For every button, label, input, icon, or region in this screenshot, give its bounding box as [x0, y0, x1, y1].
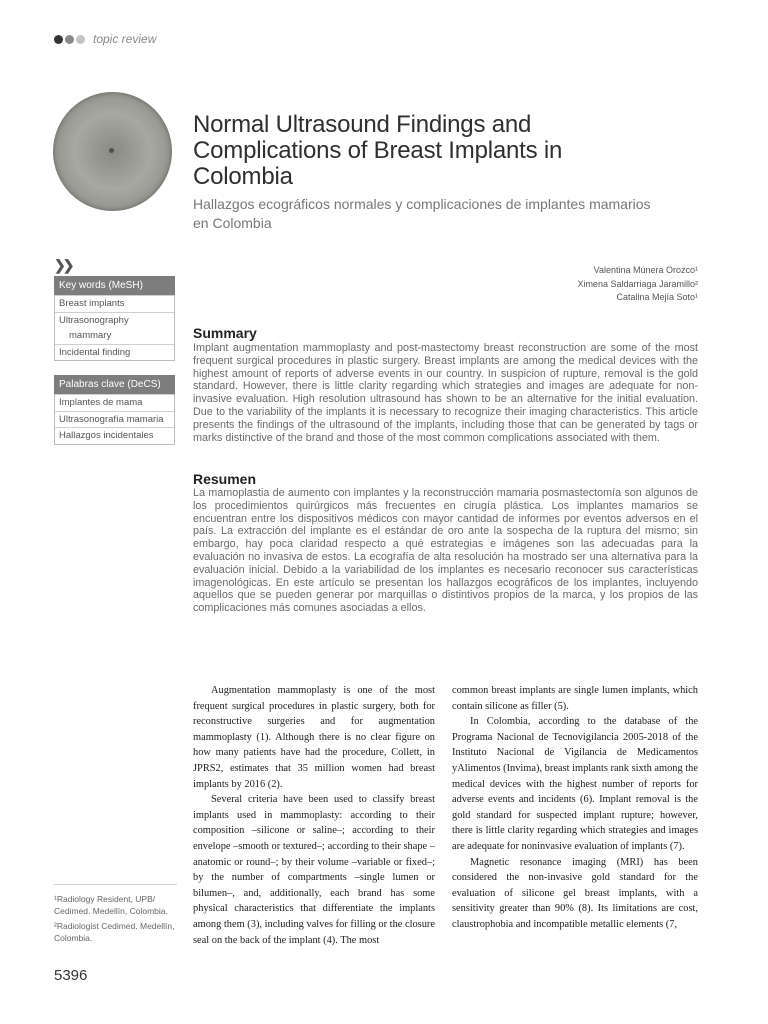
summary-heading: Summary	[193, 325, 257, 341]
body-paragraph: Magnetic resonance imaging (MRI) has been considered the non-invasive gold standard for the evaluation of silicone gel breast implants, with a sensitivity greater than 90% (8). Its limitations are cost, claustrophobia and incompatible metallic elements (7,	[452, 856, 698, 930]
footnote: ¹Radiology Resident, UPB/ Cedimed. Medellín, Colombia.	[54, 894, 168, 916]
section-indicator-dots	[54, 35, 85, 44]
body-paragraph: common breast implants are single lumen implants, which contain silicone as filler (5).	[452, 685, 698, 712]
keyword-item: Incidental finding	[55, 344, 174, 361]
dot-icon	[65, 35, 74, 44]
section-label: topic review	[93, 32, 157, 46]
circle-center	[109, 148, 114, 153]
decorative-circle-image	[53, 92, 172, 211]
keywords-decs-heading: Palabras clave (DeCS)	[54, 375, 175, 394]
author-name: Ximena Saldarriaga Jaramillo²	[577, 278, 698, 289]
resumen-heading: Resumen	[193, 471, 257, 487]
page-number: 5396	[54, 967, 88, 984]
keyword-item: Hallazgos incidentales	[55, 427, 174, 444]
keywords-decs-box	[54, 375, 175, 445]
body-column-right	[452, 683, 698, 933]
keywords-mesh-heading: Key words (MeSH)	[54, 276, 175, 295]
body-paragraph: In Colombia, according to the database of the Programa Nacional de Tecnovigilancia 2005-2018 of the Instituto Nacional de Vigilancia de Medicamentos yAlimentos (Invima), breast implants rank sixth among the medical devices with the highest number of reports for adverse events and incidents (6). Implant removal is the gold standard for suspected implant rupture; however, there is little clarity regarding which strategies and images are adequate for noninvasive evaluation of implants (7).	[452, 716, 698, 852]
dot-icon	[54, 35, 63, 44]
resumen-text: La mamoplastia de aumento con implantes y la reconstrucción mamaria posmastectomía son algunos de los procedimientos quirúrgicos más frecuentes en cirugía plástica. Los implantes mamarios se encuentran entre los dispositivos médicos con mayor cantidad de informes por eventos adversos en el país. La extracción del implante es el estándar de oro ante la sospecha de la ruptura del mismo; sin embargo, hay poca claridad respecto a qué estrategias e imágenes son las adecuadas para la evaluación no invasiva de estos. La ecografía de alta resolución ha mostrado ser una alternativa para la evaluación inicial. Debido a la variabilidad de los implantes es necesario reconocer sus características imagenológicas. En este artículo se presentan los hallazgos ecográficos de los implantes, incluyendo aquellos que se pueden generar por marquillas o distintivos propios de la marca, y los propios de las complicaciones más comunes asociadas a ellos.	[193, 487, 698, 615]
dot-icon	[76, 35, 85, 44]
keyword-item: Implantes de mama	[55, 394, 174, 411]
body-paragraph: Augmentation mammoplasty is one of the most frequent surgical procedures in plastic surgery, both for reconstructive surgeries and for augmentation mammoplasty (1). Although there is no clear figure on how many patients have had the procedure, Collett, in JPRS2, estimates that 35 million women had breast implants by 2016 (2).	[193, 685, 435, 790]
article-subtitle: Hallazgos ecográficos normales y complicaciones de implantes mamarios en Colombia	[193, 196, 651, 231]
footnote: ²Radiologist Cedimed. Medellín, Colombia.	[54, 921, 175, 943]
keyword-item: Ultrasonografía mamaria	[55, 411, 174, 428]
author-list	[577, 264, 698, 305]
body-column-left	[193, 683, 435, 948]
summary-text: Implant augmentation mammoplasty and post-mastectomy breast reconstruction are some of the most frequent surgical procedures in plastic surgery. Breast implants are among the medical devices with the highest amount of reports of adverse events in our country. In suspicion of rupture, removal is the gold standard. However, there is little clarity regarding which strategies and images are adequate for non-invasive evaluation. High resolution ultrasound has shown to be an alternative for the initial evaluation. Due to the variability of the implants it is necessary to recognize their imaging characteristics. This article presents the findings of the ultrasound of the implants, including those that can be generated by tags or marks distinctive of the brand and those of the most common complications associated with them.	[193, 342, 698, 444]
article-title: Normal Ultrasound Findings and Complications of Breast Implants in Colombia	[193, 111, 563, 190]
body-paragraph: Several criteria have been used to classify breast implants used in mammoplasty: according to their composition –silicone or saline–; according to their envelope –smooth or textured–; according to their shape –anatomic or round–; by their volume –variable or fixed–; by the number of compartments –single lumen or bilumen–, and, additionally, each brand has some physical characteristics that differentiate the implants among them (3), including valves for filling or the closure seal on the back of the implant (4). The most	[193, 794, 435, 946]
keyword-item: Ultrasonography	[55, 312, 174, 329]
double-chevron-icon: ❯❯	[54, 257, 72, 273]
keyword-item: mammary	[69, 330, 112, 341]
author-name: Valentina Múnera Orozco¹	[593, 265, 698, 275]
keywords-mesh-box	[54, 276, 175, 361]
footnote-divider	[54, 884, 177, 885]
keyword-item: Breast implants	[55, 295, 174, 312]
author-name: Catalina Mejía Soto¹	[616, 292, 698, 302]
